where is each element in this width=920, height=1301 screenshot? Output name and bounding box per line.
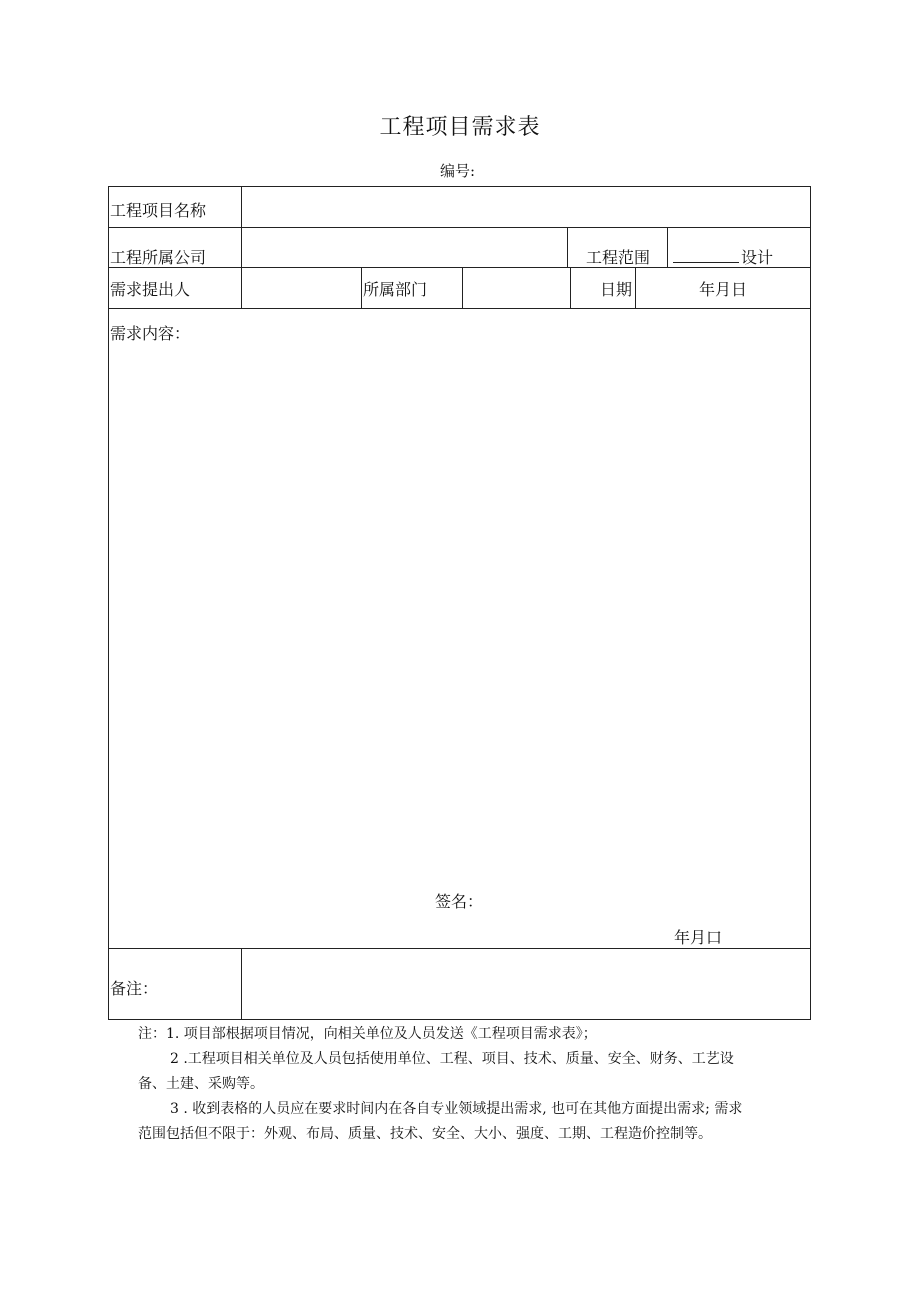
column-divider [361, 267, 362, 308]
page-title: 工程项目需求表 [379, 115, 541, 140]
column-divider [462, 267, 463, 308]
remarks-field[interactable] [249, 957, 799, 1012]
date-field[interactable]: 年月日 [699, 280, 748, 299]
department-label: 所属部门 [363, 280, 428, 299]
project-scope-label: 工程范围 [586, 248, 651, 267]
notes-section [138, 1022, 810, 1147]
project-name-field[interactable] [249, 198, 799, 220]
department-field[interactable] [471, 277, 563, 299]
requester-field[interactable] [249, 277, 354, 299]
column-divider [241, 187, 242, 308]
serial-number-label: 编号: [440, 162, 476, 180]
signature-label: 签名： [435, 892, 484, 911]
note-2: 2 .工程项目相关单位及人员包括使用单位、工程、项目、技术、质量、安全、财务、工艺设 [170, 1051, 734, 1067]
column-divider [635, 267, 636, 308]
row-divider [109, 227, 810, 228]
column-divider [570, 267, 571, 308]
scope-blank[interactable] [673, 248, 739, 263]
remarks-label: 备注： [110, 979, 159, 998]
note-2-continued: 备、土建、采购等。 [138, 1076, 264, 1092]
row-divider [109, 308, 810, 309]
note-3: 3 . 收到表格的人员应在要求时间内在各自专业领域提出需求, 也可在其他方面提出需求; 需求 [170, 1101, 743, 1117]
company-label: 工程所属公司 [110, 248, 207, 267]
column-divider [667, 227, 668, 268]
date-label: 日期 [600, 280, 633, 299]
column-divider [567, 227, 568, 268]
company-field[interactable] [249, 239, 549, 261]
requester-label: 需求提出人 [110, 280, 191, 299]
note-1: 注：1. 项目部根据项目情况，向相关单位及人员发送《工程项目需求表》； [138, 1026, 597, 1042]
requirement-content-area[interactable] [119, 347, 799, 867]
requirement-form-table [108, 186, 811, 1020]
project-name-label: 工程项目名称 [110, 201, 207, 220]
scope-suffix: 设计 [741, 248, 774, 267]
row-divider [109, 948, 810, 949]
requirement-content-label: 需求内容： [110, 324, 191, 343]
project-scope-field[interactable] [673, 245, 773, 268]
column-divider [241, 948, 242, 1020]
signature-date: 年月口 [674, 928, 723, 947]
note-3-continued: 范围包括但不限于：外观、布局、质量、技术、安全、大小、强度、工期、工程造价控制等。 [138, 1126, 712, 1142]
